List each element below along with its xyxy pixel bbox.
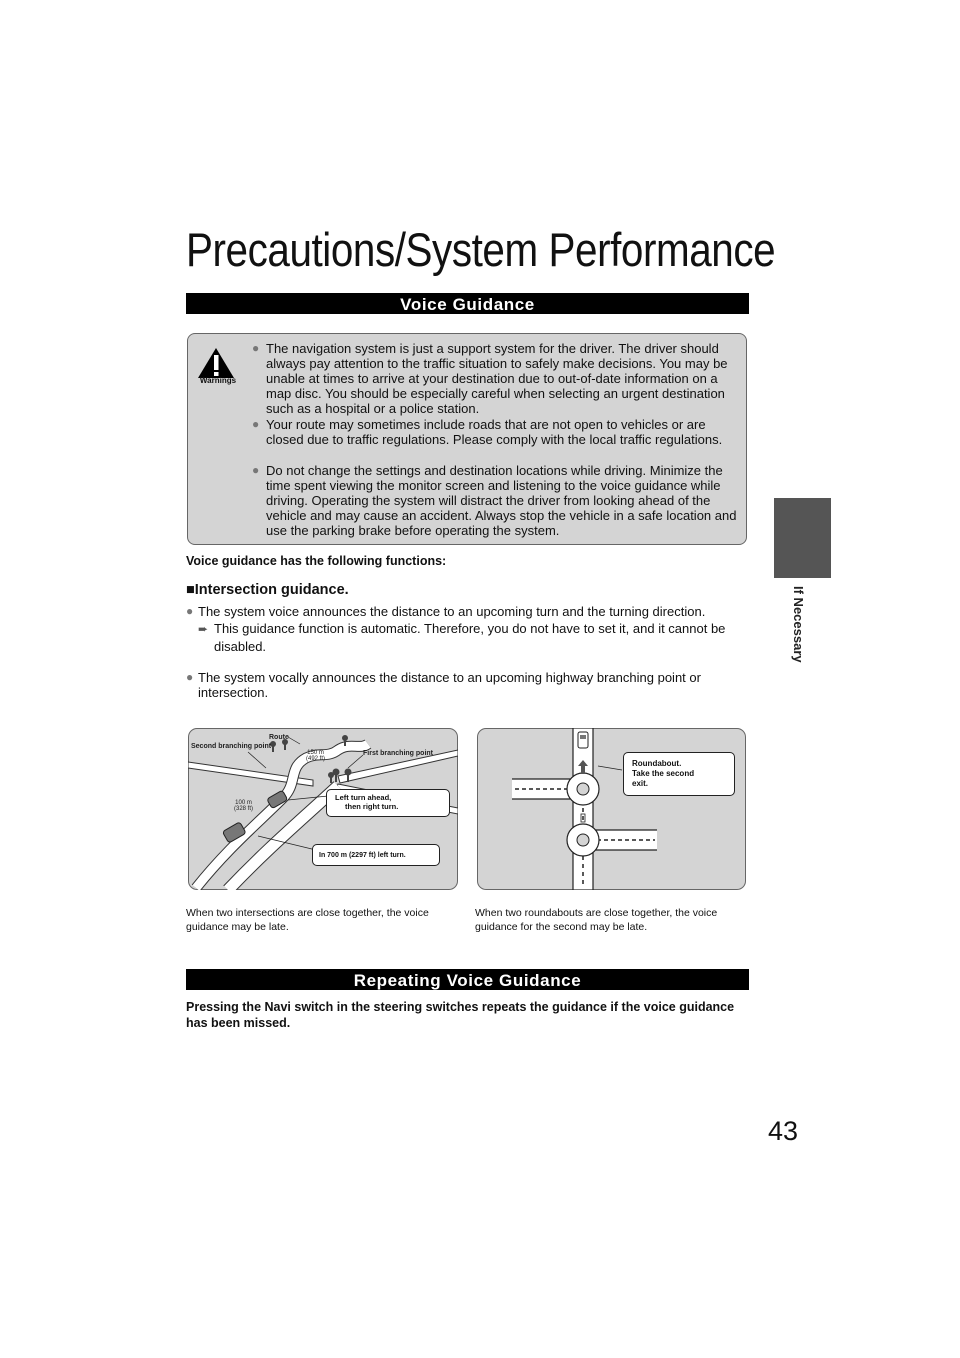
voice-guidance-heading: Voice Guidance	[186, 293, 749, 314]
second-branching-label: Second branching point	[191, 743, 272, 750]
repeating-voice-guidance-heading: Repeating Voice Guidance	[186, 969, 749, 990]
warning-item: ● The navigation system is just a support system for the driver. The driver should always pay attention to the traffic situation to safely make decisions. You may be unable at times to arrive at your destination due to out-of-date information on a map disc. You should be especially careful when selecting an urgent destination such as a hospital or a police station.	[252, 341, 728, 416]
bullet-icon: ●	[252, 463, 260, 477]
bullet-icon: ●	[186, 670, 194, 684]
functions-intro: Voice guidance has the following functions:	[186, 554, 447, 568]
bullet-icon: ●	[186, 604, 194, 618]
note-item: ➨ This guidance function is automatic. Therefore, you do not have to set it, and it cannot be disabled.	[198, 621, 726, 654]
bullet-icon: ●	[252, 341, 260, 355]
left-turn-bubble: Left turn ahead, then right turn.	[326, 789, 450, 817]
warning-item: ● Your route may sometimes include roads that are not open to vehicles or are closed due to traffic regulations. Please comply with the local traffic regulations.	[252, 417, 723, 447]
section-tab-label-wrap	[780, 586, 810, 676]
arrow-icon: ➨	[198, 622, 209, 636]
section-tab-label: If Necessary	[791, 586, 806, 663]
warning-item: ● Do not change the settings and destination locations while driving. Minimize the time spent viewing the monitor screen and listening to the voice guidance while driving. Operating the system will distract the driver from looking ahead of the vehicle and may cause an accident. Always stop the vehicle in a safe location and use the parking brake before operating the system.	[252, 463, 737, 538]
first-branching-label: First branching point	[363, 750, 433, 757]
figure-right-caption: When two roundabouts are close together, the voice guidance for the second may be late.	[475, 907, 718, 933]
figure-left-caption: When two intersections are close together, the voice guidance may be late.	[186, 907, 429, 933]
figure-roundabouts	[477, 728, 746, 890]
page-number: 43	[768, 1116, 799, 1146]
figure-intersections	[188, 728, 458, 890]
section-tab	[774, 498, 831, 578]
bullet-icon: ●	[252, 417, 260, 431]
square-bullet-icon: ■	[186, 582, 195, 598]
bullet-item: ● The system vocally announces the distance to an upcoming highway branching point or intersection.	[186, 670, 701, 700]
distance-700-bubble: In 700 m (2297 ft) left turn.	[312, 844, 440, 866]
bullet-item: ● The system voice announces the distance to an upcoming turn and the turning direction.	[186, 604, 706, 619]
repeating-text: Pressing the Navi switch in the steering switches repeats the guidance if the voice guidance has been missed.	[186, 1000, 735, 1030]
page-title: Precautions/System Performance	[186, 223, 776, 276]
roundabout-bubble: Roundabout. Take the second exit.	[623, 752, 735, 796]
distance-100-label: 100 m (328 ft)	[234, 800, 254, 812]
intersection-heading: ■Intersection guidance.	[186, 582, 349, 598]
distance-150-label: 150 m (492 ft)	[306, 750, 326, 762]
warning-label: Warnings	[199, 376, 237, 385]
route-label: Route	[269, 734, 289, 741]
